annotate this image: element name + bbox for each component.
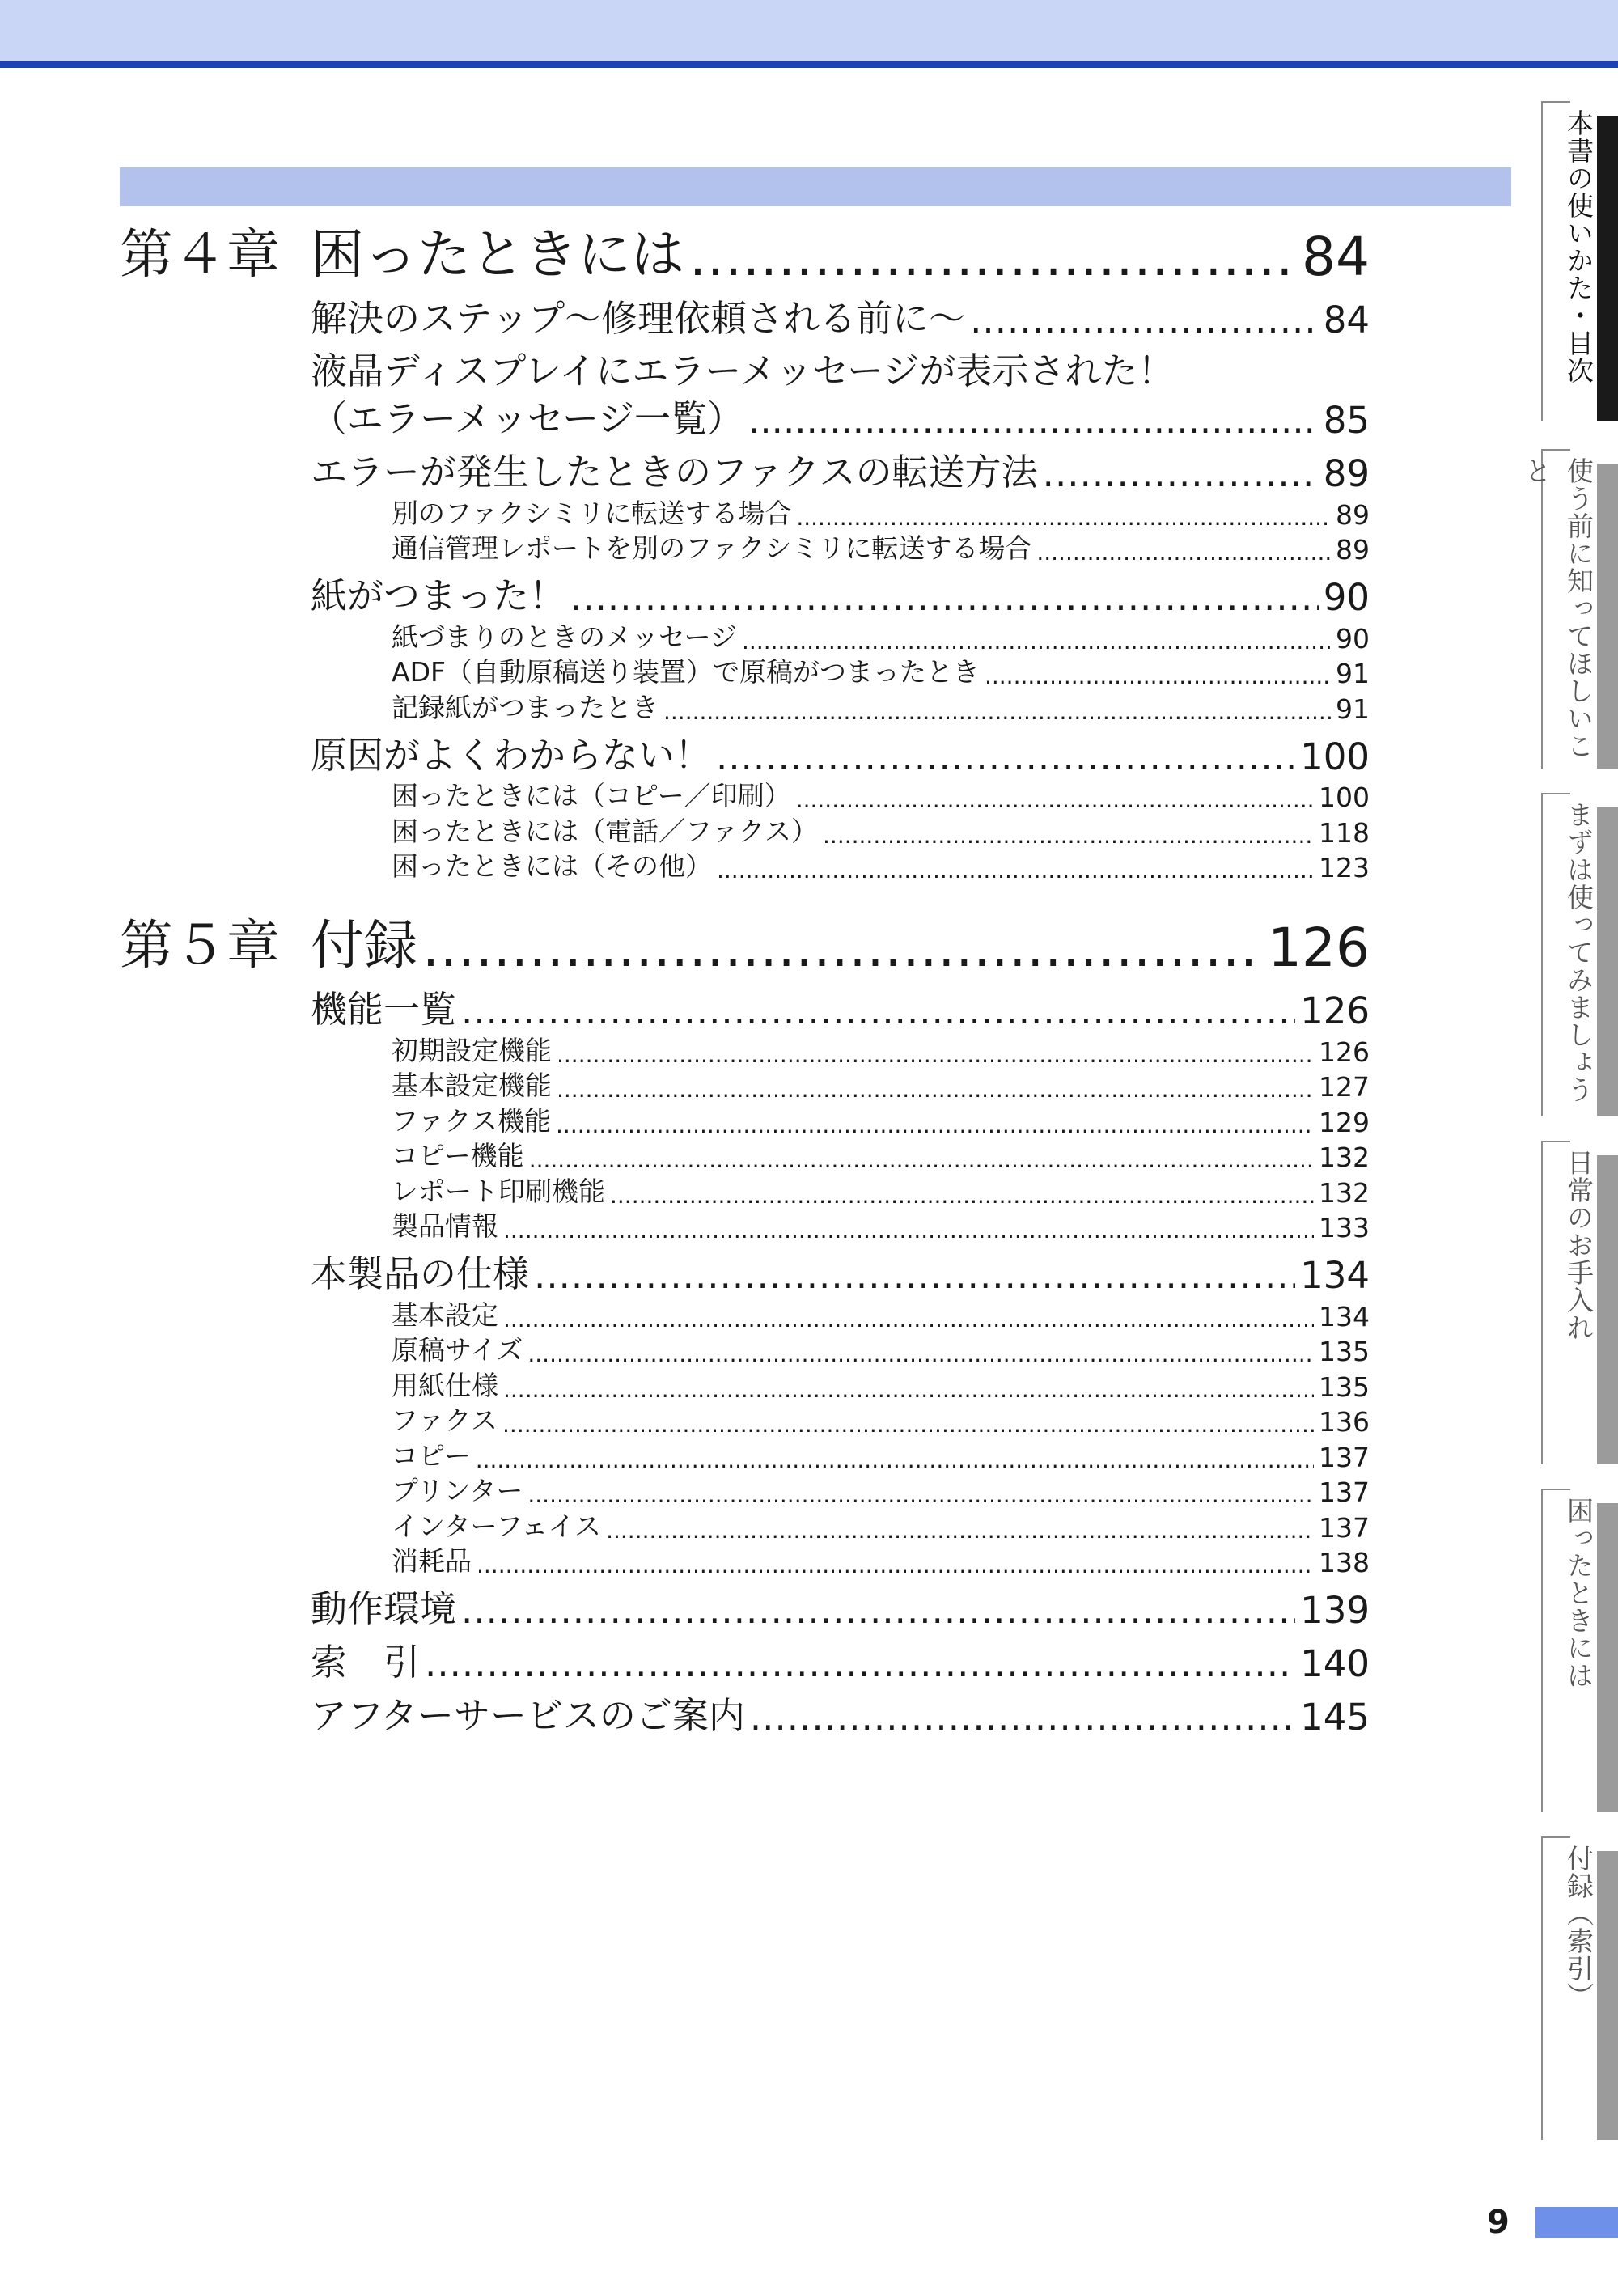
chapter-4-entry[interactable] xyxy=(120,212,1370,288)
subsection-title: 製品情報 xyxy=(392,1210,498,1242)
subsection-title: 基本設定機能 xyxy=(392,1070,552,1101)
table-of-contents xyxy=(120,212,1370,1739)
header-rule xyxy=(0,61,1618,68)
page-ref: 137 xyxy=(1319,1476,1370,1508)
section-entry[interactable] xyxy=(311,1632,1370,1685)
leader-dots xyxy=(527,1481,1314,1508)
page-ref: 84 xyxy=(1323,299,1370,341)
leader-dots xyxy=(461,989,1295,1032)
page-ref: 123 xyxy=(1319,852,1370,883)
subsection-entry[interactable] xyxy=(392,1403,1370,1438)
leader-dots xyxy=(717,857,1314,883)
subsection-entry[interactable] xyxy=(392,495,1370,531)
leader-dots xyxy=(557,1041,1314,1068)
subsection-title: 困ったときには（その他） xyxy=(392,850,712,882)
subsection-title: 紙づまりのときのメッセージ xyxy=(392,621,738,653)
subsection-entry[interactable] xyxy=(392,1438,1370,1473)
subsection-title: ファクス xyxy=(392,1404,498,1436)
subsection-title: 原稿サイズ xyxy=(392,1334,523,1366)
side-tab-try-it[interactable] xyxy=(1541,793,1618,1116)
subsection-entry[interactable] xyxy=(392,1103,1370,1138)
leader-dots xyxy=(529,1146,1314,1173)
subsection-entry[interactable] xyxy=(392,1544,1370,1579)
subsection-title: 別のファクシミリに転送する場合 xyxy=(392,497,792,529)
section-entry[interactable] xyxy=(311,1685,1370,1739)
page-ref: 134 xyxy=(1319,1300,1370,1332)
subsection-entry[interactable] xyxy=(392,1473,1370,1509)
page-ref: 145 xyxy=(1300,1696,1370,1739)
page-ref: 136 xyxy=(1319,1406,1370,1438)
subsection-title: ファクス機能 xyxy=(392,1104,552,1137)
side-tab-label: まずは使ってみましょう xyxy=(1563,801,1595,1104)
page-ref: 129 xyxy=(1319,1106,1370,1138)
leader-dots xyxy=(796,504,1331,531)
page-number-bar xyxy=(1535,2207,1618,2238)
subsection-entry[interactable] xyxy=(392,1032,1370,1068)
subsection-entry[interactable] xyxy=(392,1508,1370,1544)
section-title-line-1: 液晶ディスプレイにエラーメッセージが表示された！ xyxy=(311,349,1175,392)
section-entry[interactable] xyxy=(311,725,1370,778)
section-title: 索 引 xyxy=(311,1641,421,1684)
leader-dots xyxy=(422,917,1263,979)
leader-dots xyxy=(748,399,1319,442)
page-ref: 126 xyxy=(1319,1036,1370,1068)
subsection-entry[interactable] xyxy=(392,654,1370,690)
leader-dots xyxy=(970,299,1319,341)
subsection-entry[interactable] xyxy=(392,849,1370,884)
page-ref: 126 xyxy=(1268,917,1370,979)
page-ref: 138 xyxy=(1319,1547,1370,1578)
subsection-title: 基本設定 xyxy=(392,1298,498,1331)
page-ref: 100 xyxy=(1319,782,1370,813)
subsection-entry[interactable] xyxy=(392,1297,1370,1332)
page-ref: 126 xyxy=(1300,989,1370,1032)
subsection-entry[interactable] xyxy=(392,1068,1370,1104)
side-tab-label: 付録（索引） xyxy=(1563,1845,1595,2010)
subsection-entry[interactable] xyxy=(392,1209,1370,1244)
page-ref: 89 xyxy=(1323,452,1370,495)
subsection-entry[interactable] xyxy=(392,778,1370,814)
subsection-entry[interactable] xyxy=(392,1138,1370,1174)
subsection-title: コピー機能 xyxy=(392,1140,524,1171)
subsection-title: 困ったときには（電話／ファクス） xyxy=(392,815,819,847)
page-ref: 137 xyxy=(1319,1511,1370,1544)
leader-dots xyxy=(503,1376,1314,1403)
leader-dots xyxy=(425,1642,1295,1685)
side-tab-label: 日常のお手入れ xyxy=(1563,1149,1595,1341)
chapter-title: 困ったときには xyxy=(311,223,684,286)
section-entry[interactable] xyxy=(311,566,1370,619)
section-title: 機能一覧 xyxy=(311,988,457,1031)
leader-dots xyxy=(750,1696,1295,1739)
chapter-number: 第５章 xyxy=(120,914,280,976)
page-ref: 137 xyxy=(1319,1441,1370,1473)
page-ref: 118 xyxy=(1319,816,1370,849)
side-index-tabs xyxy=(1521,101,1618,2140)
leader-dots xyxy=(1043,452,1319,495)
chapter-number: 第４章 xyxy=(120,223,280,286)
subsection-title: レポート印刷機能 xyxy=(392,1175,605,1207)
section-entry[interactable] xyxy=(311,1578,1370,1632)
side-tab-appendix[interactable] xyxy=(1541,1836,1618,2140)
leader-dots xyxy=(503,1306,1314,1332)
page-ref: 134 xyxy=(1300,1254,1370,1297)
section-entry[interactable] xyxy=(311,341,1370,442)
leader-dots xyxy=(985,663,1331,689)
page-ref: 90 xyxy=(1336,622,1370,654)
leader-dots xyxy=(663,698,1331,725)
leader-dots xyxy=(502,1411,1314,1438)
leader-dots xyxy=(556,1112,1314,1138)
subsection-title: インターフェイス xyxy=(392,1510,602,1542)
page-ref: 91 xyxy=(1336,693,1370,725)
leader-dots xyxy=(503,1217,1314,1243)
section-entry[interactable] xyxy=(311,442,1370,495)
leader-dots xyxy=(1036,539,1331,566)
chapter-title: 付録 xyxy=(311,914,417,976)
leader-dots xyxy=(557,1076,1314,1103)
leader-dots xyxy=(527,1341,1314,1367)
page-ref: 139 xyxy=(1300,1589,1370,1632)
page-ref: 89 xyxy=(1336,498,1370,531)
subsection-title: 困ったときには（コピー／印刷） xyxy=(392,780,791,811)
leader-dots xyxy=(534,1254,1295,1297)
side-tab-troubleshooting[interactable] xyxy=(1541,1489,1618,1812)
section-title: 紙がつまった！ xyxy=(311,574,566,617)
subsection-title: 通信管理レポートを別のファクシミリに転送する場合 xyxy=(392,532,1032,564)
subsection-title: ADF（自動原稿送り装置）で原稿がつまったとき xyxy=(392,656,980,688)
page-ref: 132 xyxy=(1319,1142,1370,1173)
page-ref: 127 xyxy=(1319,1071,1370,1103)
subsection-title: 用紙仕様 xyxy=(392,1369,498,1401)
subsection-title: 記録紙がつまったとき xyxy=(392,691,659,723)
page-ref: 85 xyxy=(1323,399,1370,442)
section-title: 原因がよくわからない！ xyxy=(311,733,712,777)
side-tab-toc[interactable] xyxy=(1541,101,1618,421)
page-ref: 90 xyxy=(1323,576,1370,619)
side-tab-before-use[interactable] xyxy=(1521,449,1618,769)
section-entry[interactable] xyxy=(311,1243,1370,1297)
page-ref: 100 xyxy=(1300,735,1370,778)
subsection-title: プリンター xyxy=(392,1475,523,1506)
leader-dots xyxy=(716,735,1295,778)
subsection-entry[interactable] xyxy=(392,689,1370,725)
page-number: 9 xyxy=(1487,2204,1510,2241)
section-title: 動作環境 xyxy=(311,1587,457,1630)
section-title: アフターサービスのご案内 xyxy=(311,1694,745,1737)
leader-dots xyxy=(477,1552,1314,1578)
side-tab-label: 困ったときには xyxy=(1563,1497,1595,1689)
page-ref: 132 xyxy=(1319,1176,1370,1209)
section-entry[interactable] xyxy=(311,979,1370,1032)
subsection-entry[interactable] xyxy=(392,1367,1370,1403)
page-ref: 91 xyxy=(1336,658,1370,689)
subsection-entry[interactable] xyxy=(392,619,1370,654)
page-ref: 89 xyxy=(1336,534,1370,566)
leader-dots xyxy=(689,226,1297,288)
subsection-entry[interactable] xyxy=(392,813,1370,849)
section-title: エラーが発生したときのファクスの転送方法 xyxy=(311,451,1038,494)
leader-dots xyxy=(461,1589,1295,1632)
page-ref: 135 xyxy=(1319,1370,1370,1403)
page-ref: 140 xyxy=(1300,1642,1370,1685)
subsection-entry[interactable] xyxy=(392,1332,1370,1368)
subsection-entry[interactable] xyxy=(392,531,1370,566)
side-tab-maintenance[interactable] xyxy=(1541,1141,1618,1464)
page-ref: 135 xyxy=(1319,1336,1370,1367)
section-entry[interactable] xyxy=(311,288,1370,341)
section-title-line-2: （エラーメッセージ一覧） xyxy=(311,397,744,440)
subsection-entry[interactable] xyxy=(392,1173,1370,1209)
leader-dots xyxy=(796,786,1314,813)
subsection-title: コピー xyxy=(392,1439,471,1472)
page-ref: 133 xyxy=(1319,1212,1370,1243)
section-title: 解決のステップ～修理依頼される前に～ xyxy=(311,297,966,340)
subsection-title: 消耗品 xyxy=(392,1545,472,1577)
section-title: 本製品の仕様 xyxy=(311,1252,530,1295)
leader-dots xyxy=(742,628,1331,654)
chapter-color-bar xyxy=(120,167,1511,206)
header-band xyxy=(0,0,1618,61)
leader-dots xyxy=(610,1182,1314,1209)
leader-dots xyxy=(570,576,1319,619)
side-tab-label: 本書の使いかた・目次 xyxy=(1563,109,1595,384)
side-tab-label: 使う前に知ってほしいこと xyxy=(1521,457,1595,760)
leader-dots xyxy=(823,822,1314,849)
chapter-5-entry[interactable] xyxy=(120,903,1370,979)
page-ref: 84 xyxy=(1302,226,1370,288)
leader-dots xyxy=(476,1447,1314,1473)
leader-dots xyxy=(606,1517,1314,1544)
subsection-title: 初期設定機能 xyxy=(392,1034,552,1066)
